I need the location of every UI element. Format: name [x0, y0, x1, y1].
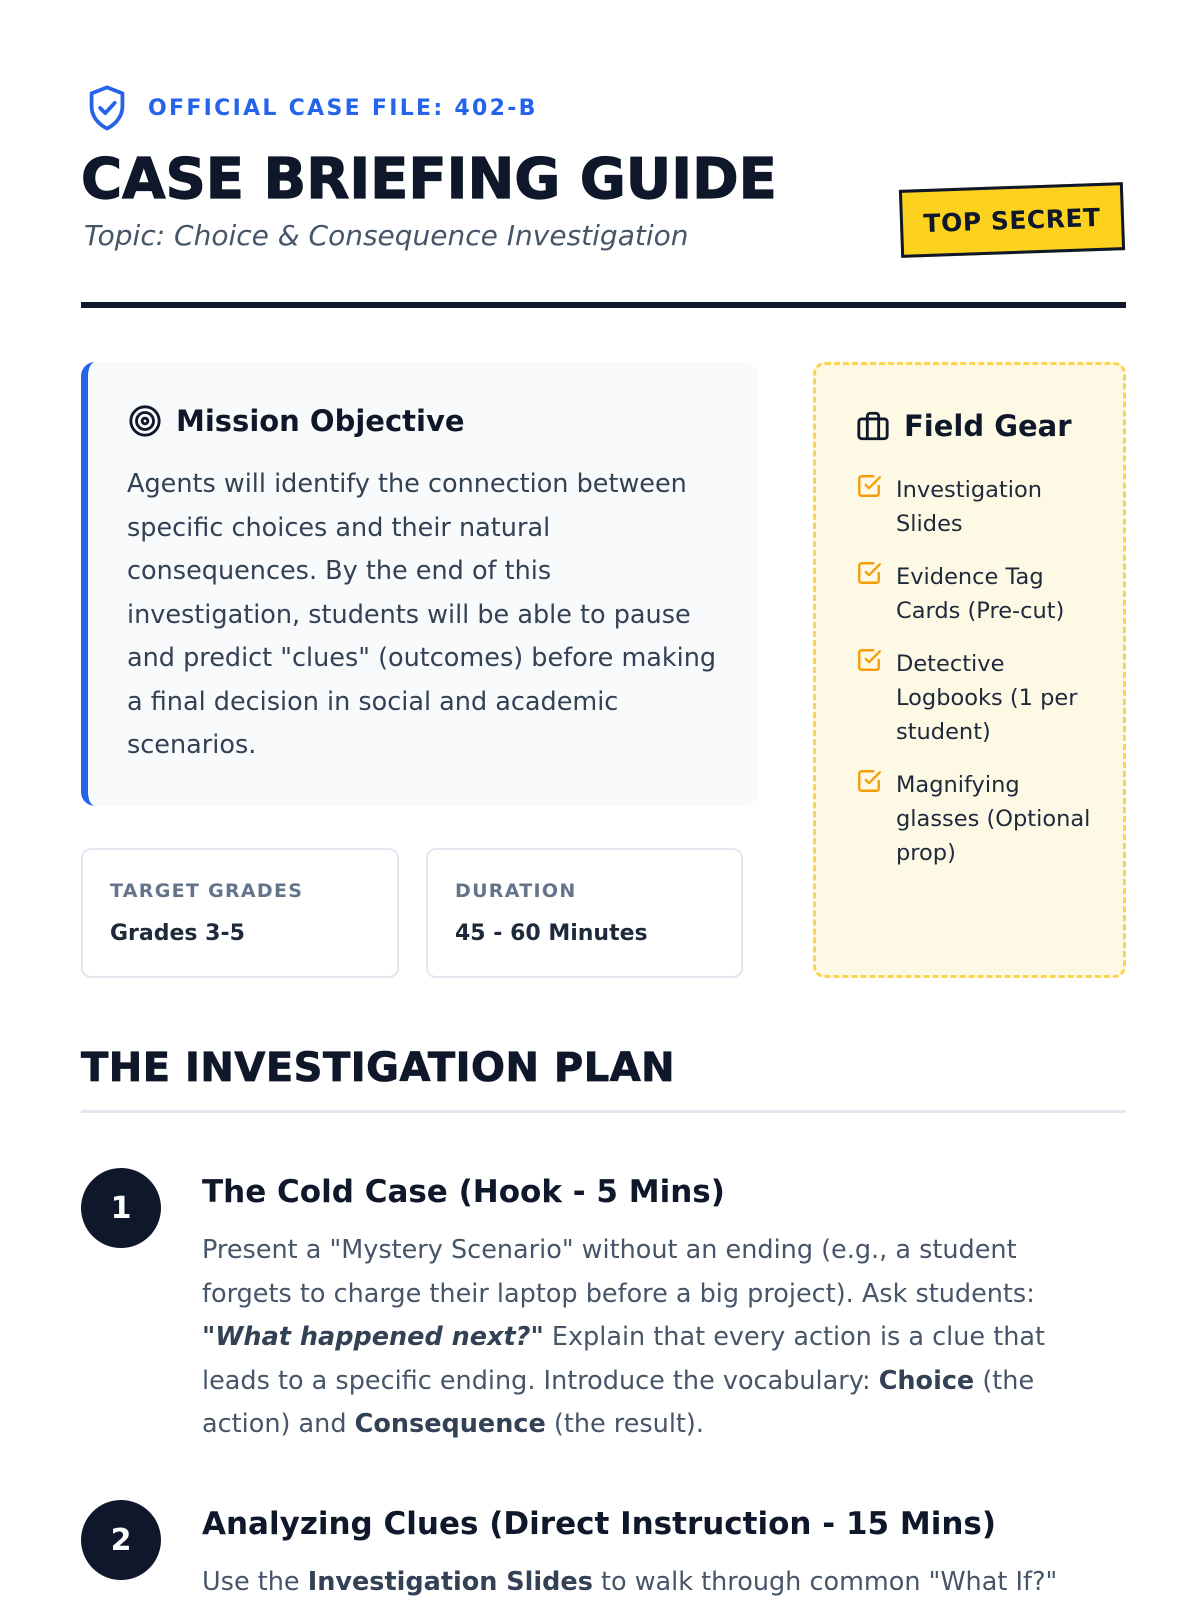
gear-item-label: Magnifying glasses (Optional prop) — [896, 772, 1091, 866]
field-gear-heading: Field Gear — [904, 409, 1072, 443]
checkbox-checked-icon — [856, 647, 882, 673]
list-item — [856, 647, 1096, 749]
case-file-label: OFFICIAL CASE FILE: 402-B — [148, 95, 538, 121]
checkbox-checked-icon — [856, 473, 882, 499]
step-text: Use the — [202, 1567, 308, 1597]
page-title: CASE BRIEFING GUIDE — [81, 147, 777, 212]
page-topic: Topic: Choice & Consequence Investigation — [84, 219, 689, 252]
checkbox-checked-icon — [856, 560, 882, 586]
target-grades-value: Grades 3-5 — [110, 921, 245, 946]
mission-objective-header — [128, 404, 465, 438]
field-gear-header — [856, 409, 1072, 443]
field-gear-list — [856, 473, 1096, 889]
step-text: Present a "Mystery Scenario" without an ending (e.g., a student forgets to charge their laptop before a big project). Ask students: — [202, 1235, 1035, 1309]
step-text: to walk through common "What If?" — [592, 1567, 1058, 1597]
gear-item-label: Investigation Slides — [896, 477, 1043, 537]
duration-label: DURATION — [455, 880, 577, 902]
step-title: Analyzing Clues (Direct Instruction - 15 Mins) — [202, 1506, 997, 1542]
list-item — [856, 560, 1096, 628]
mission-objective-text: Agents will identify the connection between specific choices and their natural consequences. By the end of this investigation, students will be able to pause and predict "clues" (outcomes) before making a final decision in social and academic scenarios. — [127, 469, 717, 760]
briefcase-icon — [856, 409, 890, 443]
header-divider — [81, 302, 1126, 308]
step-title: The Cold Case (Hook - 5 Mins) — [202, 1174, 725, 1210]
gear-item-label: Evidence Tag Cards (Pre-cut) — [896, 564, 1065, 624]
shield-check-icon — [86, 84, 128, 132]
duration-value: 45 - 60 Minutes — [455, 921, 648, 946]
top-secret-stamp: TOP SECRET — [899, 182, 1125, 258]
field-gear-card — [813, 362, 1126, 978]
step-term-slides: Investigation Slides — [307, 1567, 593, 1597]
investigation-plan-heading: THE INVESTIGATION PLAN — [81, 1045, 676, 1091]
step-question: "What happened next?" — [202, 1322, 544, 1352]
list-item — [856, 768, 1096, 870]
step-term-consequence: Consequence — [354, 1409, 546, 1439]
target-grades-card — [81, 848, 399, 978]
plan-divider — [81, 1110, 1126, 1113]
duration-card — [426, 848, 743, 978]
mission-objective-heading: Mission Objective — [176, 404, 465, 438]
step-body — [202, 1561, 1107, 1605]
step-body — [202, 1229, 1107, 1447]
gear-item-label: Detective Logbooks (1 per student) — [896, 651, 1078, 745]
checkbox-checked-icon — [856, 768, 882, 794]
step-term-choice: Choice — [878, 1365, 975, 1396]
step-text: (the action) and — [202, 1365, 1035, 1439]
mission-objective-card — [81, 362, 758, 806]
target-icon — [128, 404, 162, 438]
step-text: (the result). — [545, 1409, 704, 1439]
step-text: Explain that every action is a clue that leads to a specific ending. Introduce the vocabulary: — [202, 1322, 1045, 1396]
step-number-badge: 1 — [81, 1168, 161, 1248]
list-item — [856, 473, 1096, 541]
target-grades-label: TARGET GRADES — [110, 880, 304, 902]
step-number-badge: 2 — [81, 1500, 161, 1580]
case-file-tag — [86, 84, 538, 132]
